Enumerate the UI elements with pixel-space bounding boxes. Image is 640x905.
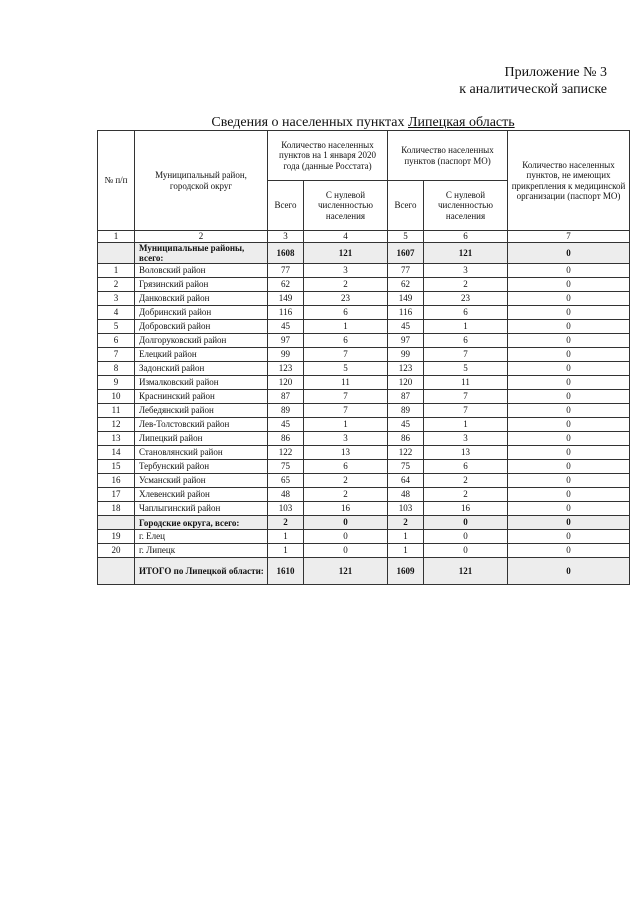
table-row [98, 292, 630, 306]
rosstat-zero: 6 [304, 460, 388, 474]
table-row [98, 418, 630, 432]
unattached-count: 0 [508, 418, 630, 432]
district-name: г. Липецк [135, 544, 268, 558]
district-name: Добринский район [135, 306, 268, 320]
rosstat-total: 2 [268, 516, 304, 530]
table-row [98, 264, 630, 278]
rosstat-total: 1 [268, 544, 304, 558]
unattached-count: 0 [508, 530, 630, 544]
unattached-count: 0 [508, 292, 630, 306]
table-row [98, 446, 630, 460]
mo-zero: 121 [424, 243, 508, 264]
table-row [98, 390, 630, 404]
header-rosstat: Количество населенных пунктов на 1 января 2020 года (данные Росстата) [268, 131, 388, 181]
row-number [98, 243, 135, 264]
rosstat-zero: 121 [304, 243, 388, 264]
rosstat-zero: 23 [304, 292, 388, 306]
mo-zero: 1 [424, 418, 508, 432]
mo-total: 99 [388, 348, 424, 362]
table-row [98, 460, 630, 474]
district-name: Хлевенский район [135, 488, 268, 502]
table-row [98, 502, 630, 516]
unattached-count: 0 [508, 432, 630, 446]
mo-zero: 2 [424, 488, 508, 502]
district-name: Усманский район [135, 474, 268, 488]
table-row [98, 474, 630, 488]
unattached-count: 0 [508, 348, 630, 362]
table-row [98, 376, 630, 390]
mo-zero: 2 [424, 474, 508, 488]
row-number [98, 558, 135, 585]
rosstat-total: 77 [268, 264, 304, 278]
rosstat-zero: 11 [304, 376, 388, 390]
unattached-count: 0 [508, 544, 630, 558]
mo-total: 86 [388, 432, 424, 446]
mo-total: 45 [388, 320, 424, 334]
district-name: Становлянский район [135, 446, 268, 460]
column-number: 3 [268, 231, 304, 243]
table-row [98, 432, 630, 446]
rosstat-zero: 16 [304, 502, 388, 516]
table-row [98, 320, 630, 334]
mo-total: 87 [388, 390, 424, 404]
mo-total: 45 [388, 418, 424, 432]
row-number: 5 [98, 320, 135, 334]
unattached-count: 0 [508, 460, 630, 474]
header-unattached: Количество населенных пунктов, не имеющих прикрепления к медицинской организации (паспорт МО) [508, 131, 630, 231]
table-row [98, 544, 630, 558]
table-header [98, 131, 630, 231]
mo-total: 62 [388, 278, 424, 292]
row-number: 15 [98, 460, 135, 474]
header-mo: Количество населенных пунктов (паспорт МО) [388, 131, 508, 181]
rosstat-total: 99 [268, 348, 304, 362]
mo-zero: 23 [424, 292, 508, 306]
mo-total: 1 [388, 530, 424, 544]
district-name: ИТОГО по Липецкой области: [135, 558, 268, 585]
row-number: 17 [98, 488, 135, 502]
rosstat-total: 149 [268, 292, 304, 306]
rosstat-total: 1610 [268, 558, 304, 585]
district-name: Грязинский район [135, 278, 268, 292]
mo-zero: 3 [424, 264, 508, 278]
row-number: 9 [98, 376, 135, 390]
mo-total: 103 [388, 502, 424, 516]
mo-zero: 13 [424, 446, 508, 460]
column-number-row [98, 231, 630, 243]
row-number: 1 [98, 264, 135, 278]
rosstat-total: 103 [268, 502, 304, 516]
mo-zero: 11 [424, 376, 508, 390]
rosstat-zero: 0 [304, 516, 388, 530]
table-row [98, 488, 630, 502]
rosstat-total: 120 [268, 376, 304, 390]
column-number: 5 [388, 231, 424, 243]
rosstat-total: 123 [268, 362, 304, 376]
district-name: Воловский район [135, 264, 268, 278]
row-number: 4 [98, 306, 135, 320]
rosstat-zero: 3 [304, 432, 388, 446]
rosstat-zero: 6 [304, 306, 388, 320]
rosstat-zero: 5 [304, 362, 388, 376]
district-name: Долгоруковский район [135, 334, 268, 348]
mo-total: 75 [388, 460, 424, 474]
district-name: Задонский район [135, 362, 268, 376]
mo-zero: 0 [424, 516, 508, 530]
column-number: 4 [304, 231, 388, 243]
row-number: 2 [98, 278, 135, 292]
table-row [98, 348, 630, 362]
row-number: 16 [98, 474, 135, 488]
district-name: Муниципальные районы, всего: [135, 243, 268, 264]
rosstat-zero: 0 [304, 530, 388, 544]
mo-zero: 3 [424, 432, 508, 446]
mo-total: 120 [388, 376, 424, 390]
rosstat-total: 97 [268, 334, 304, 348]
row-number: 19 [98, 530, 135, 544]
unattached-count: 0 [508, 446, 630, 460]
rosstat-total: 1608 [268, 243, 304, 264]
table-row [98, 530, 630, 544]
header-rosstat-zero: С нулевой численностью населения [304, 181, 388, 231]
annex-note [459, 64, 607, 98]
unattached-count: 0 [508, 320, 630, 334]
unattached-count: 0 [508, 558, 630, 585]
header-name: Муниципальный район, городской округ [135, 131, 268, 231]
column-number: 1 [98, 231, 135, 243]
rosstat-total: 45 [268, 320, 304, 334]
rosstat-zero: 1 [304, 418, 388, 432]
mo-zero: 1 [424, 320, 508, 334]
mo-total: 77 [388, 264, 424, 278]
settlements-table [97, 130, 630, 585]
rosstat-zero: 121 [304, 558, 388, 585]
district-name: Чаплыгинский район [135, 502, 268, 516]
row-number [98, 516, 135, 530]
rosstat-zero: 3 [304, 264, 388, 278]
unattached-count: 0 [508, 264, 630, 278]
rosstat-zero: 6 [304, 334, 388, 348]
mo-zero: 6 [424, 334, 508, 348]
rosstat-zero: 1 [304, 320, 388, 334]
rosstat-zero: 2 [304, 474, 388, 488]
summary-row [98, 558, 630, 585]
mo-zero: 6 [424, 460, 508, 474]
header-rosstat-total: Всего [268, 181, 304, 231]
rosstat-total: 48 [268, 488, 304, 502]
rosstat-zero: 2 [304, 488, 388, 502]
mo-zero: 6 [424, 306, 508, 320]
rosstat-total: 1 [268, 530, 304, 544]
row-number: 7 [98, 348, 135, 362]
unattached-count: 0 [508, 488, 630, 502]
summary-row [98, 243, 630, 264]
unattached-count: 0 [508, 474, 630, 488]
district-name: г. Елец [135, 530, 268, 544]
mo-total: 48 [388, 488, 424, 502]
rosstat-zero: 7 [304, 404, 388, 418]
table-row [98, 362, 630, 376]
row-number: 3 [98, 292, 135, 306]
rosstat-total: 122 [268, 446, 304, 460]
table-row [98, 334, 630, 348]
rosstat-zero: 0 [304, 544, 388, 558]
mo-total: 1609 [388, 558, 424, 585]
unattached-count: 0 [508, 362, 630, 376]
district-name: Городские округа, всего: [135, 516, 268, 530]
district-name: Лебедянский район [135, 404, 268, 418]
summary-row [98, 516, 630, 530]
mo-total: 116 [388, 306, 424, 320]
row-number: 12 [98, 418, 135, 432]
rosstat-total: 65 [268, 474, 304, 488]
unattached-count: 0 [508, 404, 630, 418]
mo-zero: 7 [424, 404, 508, 418]
mo-zero: 0 [424, 530, 508, 544]
district-name: Лев-Толстовский район [135, 418, 268, 432]
unattached-count: 0 [508, 502, 630, 516]
rosstat-zero: 13 [304, 446, 388, 460]
unattached-count: 0 [508, 243, 630, 264]
mo-total: 122 [388, 446, 424, 460]
district-name: Краснинский район [135, 390, 268, 404]
table-row [98, 404, 630, 418]
rosstat-total: 62 [268, 278, 304, 292]
rosstat-zero: 2 [304, 278, 388, 292]
table-row [98, 278, 630, 292]
district-name: Тербунский район [135, 460, 268, 474]
rosstat-total: 116 [268, 306, 304, 320]
mo-total: 89 [388, 404, 424, 418]
unattached-count: 0 [508, 334, 630, 348]
rosstat-total: 75 [268, 460, 304, 474]
district-name: Липецкий район [135, 432, 268, 446]
column-number: 7 [508, 231, 630, 243]
district-name: Елецкий район [135, 348, 268, 362]
rosstat-zero: 7 [304, 390, 388, 404]
unattached-count: 0 [508, 376, 630, 390]
mo-zero: 5 [424, 362, 508, 376]
rosstat-total: 45 [268, 418, 304, 432]
annex-number: Приложение № 3 [504, 65, 607, 80]
row-number: 13 [98, 432, 135, 446]
mo-zero: 0 [424, 544, 508, 558]
rosstat-total: 87 [268, 390, 304, 404]
mo-total: 1607 [388, 243, 424, 264]
row-number: 18 [98, 502, 135, 516]
title-region: Липецкая область [408, 115, 515, 130]
unattached-count: 0 [508, 516, 630, 530]
district-name: Измалковский район [135, 376, 268, 390]
table-row [98, 306, 630, 320]
unattached-count: 0 [508, 390, 630, 404]
mo-zero: 121 [424, 558, 508, 585]
column-number: 6 [424, 231, 508, 243]
header-mo-total: Всего [388, 181, 424, 231]
row-number: 11 [98, 404, 135, 418]
column-number: 2 [135, 231, 268, 243]
unattached-count: 0 [508, 306, 630, 320]
rosstat-total: 89 [268, 404, 304, 418]
row-number: 6 [98, 334, 135, 348]
mo-total: 97 [388, 334, 424, 348]
row-number: 8 [98, 362, 135, 376]
mo-total: 123 [388, 362, 424, 376]
mo-zero: 7 [424, 348, 508, 362]
annex-reference: к аналитической записке [459, 82, 607, 97]
row-number: 10 [98, 390, 135, 404]
row-number: 14 [98, 446, 135, 460]
district-name: Добровский район [135, 320, 268, 334]
mo-zero: 7 [424, 390, 508, 404]
rosstat-total: 86 [268, 432, 304, 446]
row-number: 20 [98, 544, 135, 558]
mo-total: 2 [388, 516, 424, 530]
mo-total: 1 [388, 544, 424, 558]
mo-total: 149 [388, 292, 424, 306]
header-mo-zero: С нулевой численностью населения [424, 181, 508, 231]
table-body [98, 231, 630, 585]
mo-total: 64 [388, 474, 424, 488]
district-name: Данковский район [135, 292, 268, 306]
mo-zero: 2 [424, 278, 508, 292]
unattached-count: 0 [508, 278, 630, 292]
header-num: № п/п [98, 131, 135, 231]
rosstat-zero: 7 [304, 348, 388, 362]
document-title [97, 115, 629, 131]
mo-zero: 16 [424, 502, 508, 516]
title-prefix: Сведения о населенных пунктах [211, 115, 409, 130]
